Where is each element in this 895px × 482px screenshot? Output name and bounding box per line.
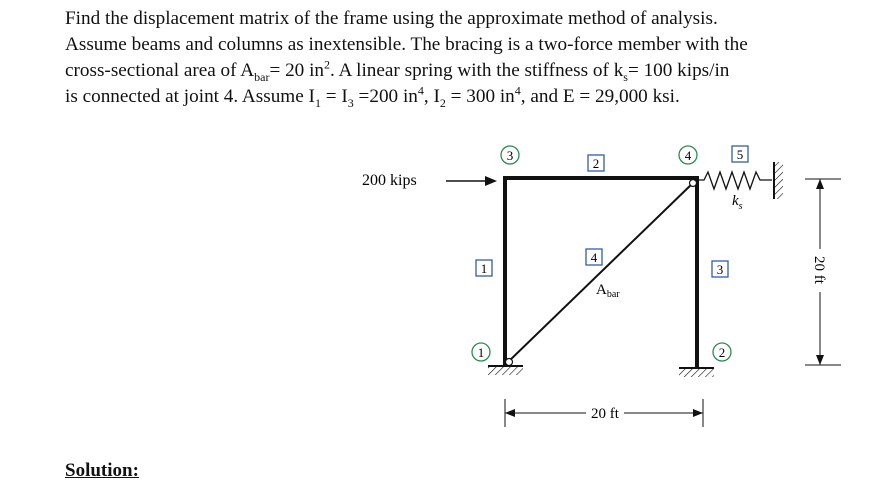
load-label: 200 kips xyxy=(362,172,417,189)
node-label-3 xyxy=(501,146,519,164)
svg-text:4: 4 xyxy=(590,250,598,265)
problem-line-4: is connected at joint 4. Assume $I_1 = I_3 =200$ $in^4$, $I_2 = 300$ $in^4$, and E = 29,000 ksi. xyxy=(65,83,680,110)
spring-label: $k_s$ xyxy=(732,193,743,212)
bracing-bar xyxy=(508,182,694,362)
node-label-2 xyxy=(713,343,731,361)
svg-text:2: 2 xyxy=(718,345,726,360)
hinge-top xyxy=(690,180,697,187)
element-label-2 xyxy=(588,155,604,171)
node-label-4 xyxy=(679,146,697,164)
svg-text:4: 4 xyxy=(684,148,692,163)
solution-heading: Solution: xyxy=(65,460,139,481)
problem-line-1: Find the displacement matrix of the frame using the approximate method of analysis. xyxy=(65,8,718,29)
problem-line-2: Assume beams and columns as inextensible. The bracing is a two-force member with the xyxy=(65,34,748,55)
element-label-1 xyxy=(476,260,492,276)
element-label-3 xyxy=(712,261,728,277)
svg-text:3: 3 xyxy=(506,148,514,163)
hinge-bottom xyxy=(506,359,513,366)
problem-line-3: cross-sectional area of $A_{bar}= 20$ $in^2$. A linear spring with the stiffness of $k_s= 100$ kips/in xyxy=(65,57,730,84)
svg-text:2: 2 xyxy=(592,156,600,171)
fixed-support-left xyxy=(488,366,523,375)
svg-text:1: 1 xyxy=(480,261,488,276)
width-dimension-label: 20 ft xyxy=(591,406,619,422)
element-label-5 xyxy=(732,146,748,162)
spring xyxy=(698,162,783,199)
fixed-support-right xyxy=(679,368,714,377)
height-dimension-label: 20 ft xyxy=(811,256,827,284)
svg-text:5: 5 xyxy=(736,147,744,162)
load-arrow-icon xyxy=(446,176,497,186)
node-label-1 xyxy=(472,343,490,361)
bar-label: $A_{bar}$ xyxy=(596,282,620,300)
svg-text:3: 3 xyxy=(716,262,724,277)
svg-text:1: 1 xyxy=(477,345,485,360)
element-label-4 xyxy=(586,249,602,265)
